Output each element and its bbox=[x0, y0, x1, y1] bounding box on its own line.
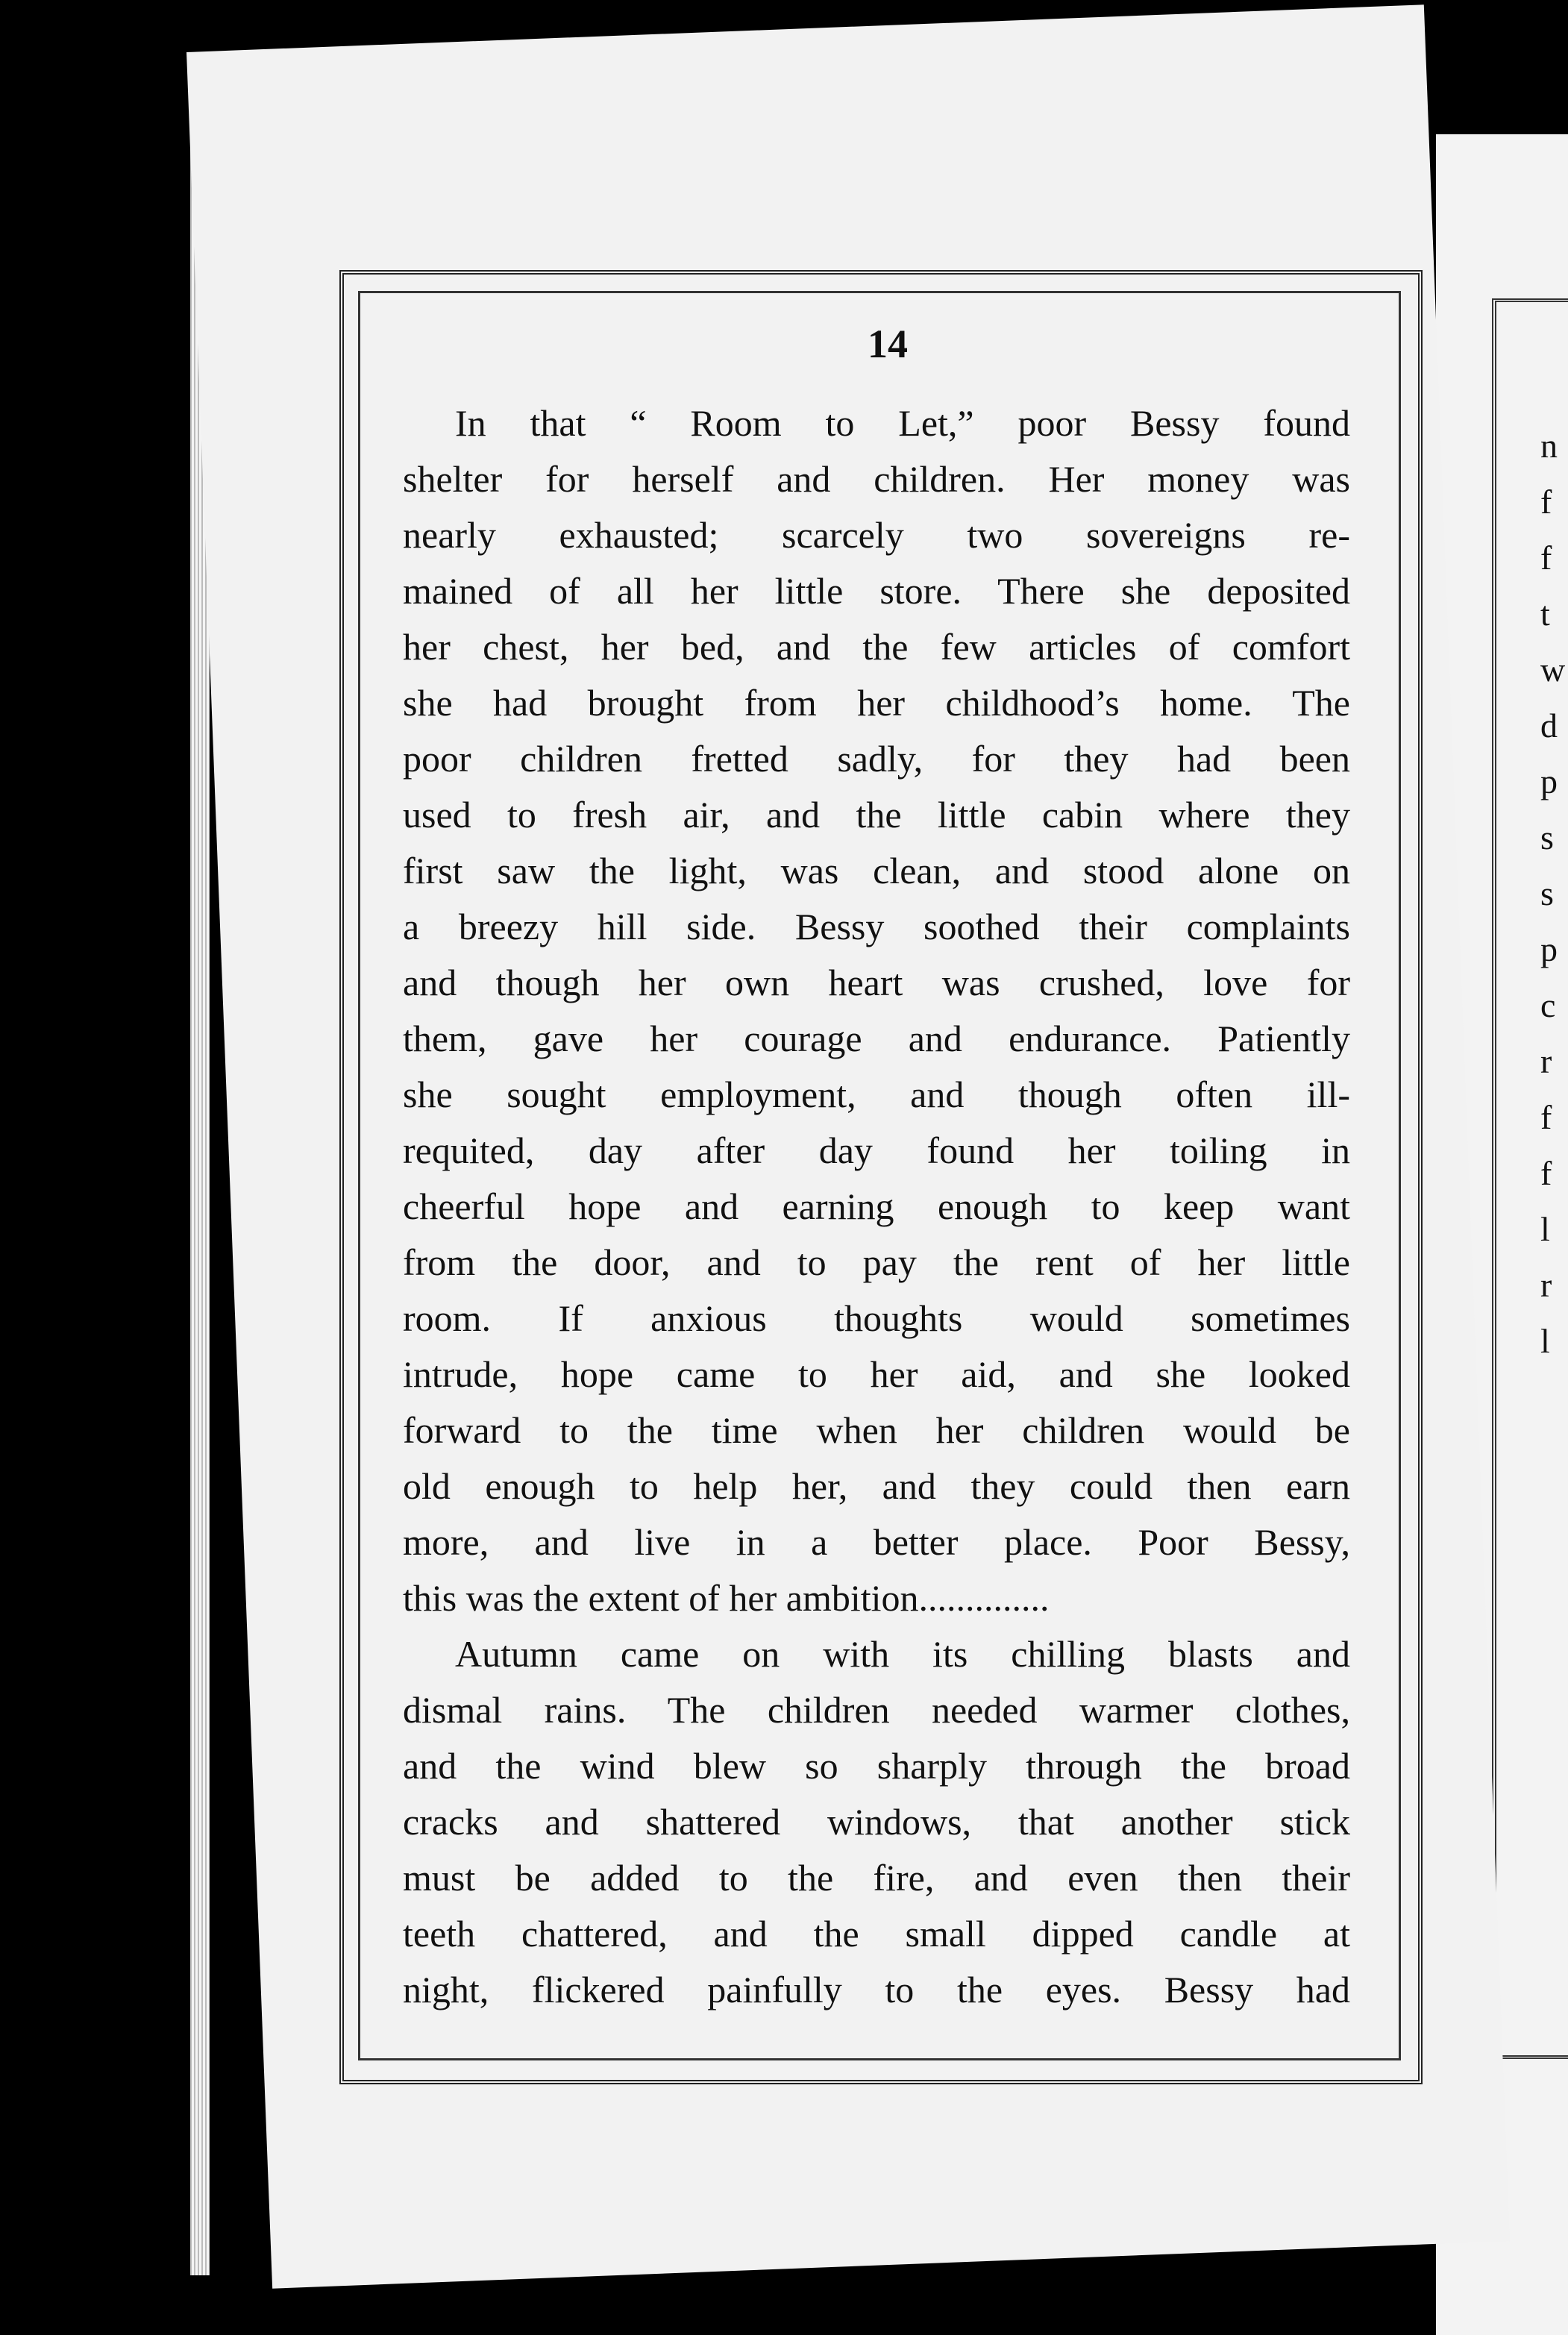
facing-page-letter: s bbox=[1540, 874, 1554, 912]
text-line: her chest, her bed, and the few articles of comfort bbox=[403, 626, 1350, 668]
text-line: shelter for herself and children. Her money was bbox=[403, 458, 1350, 500]
text-line: and though her own heart was crushed, love for bbox=[403, 962, 1350, 1003]
text-line: mained of all her little store. There she deposited bbox=[403, 570, 1350, 612]
body-text bbox=[403, 395, 1350, 2018]
text-line: first saw the light, was clean, and stood alone on bbox=[403, 850, 1350, 891]
text-line: used to fresh air, and the little cabin where they bbox=[403, 794, 1350, 836]
text-line: intrude, hope came to her aid, and she looked bbox=[403, 1353, 1350, 1395]
text-line: from the door, and to pay the rent of her little bbox=[403, 1241, 1350, 1283]
facing-page-letter: l bbox=[1540, 1322, 1550, 1360]
text-line: she had brought from her childhood’s home. The bbox=[403, 682, 1350, 724]
text-line: forward to the time when her children would be bbox=[403, 1409, 1350, 1451]
text-line: poor children fretted sadly, for they had been bbox=[403, 738, 1350, 780]
facing-page-letter: t bbox=[1540, 595, 1550, 633]
text-line: more, and live in a better place. Poor Bessy, bbox=[403, 1521, 1350, 1563]
text-line: teeth chattered, and the small dipped candle at bbox=[403, 1913, 1350, 1955]
text-line: must be added to the fire, and even then their bbox=[403, 1857, 1350, 1899]
facing-page-letter: l bbox=[1540, 1210, 1550, 1248]
facing-page-letter: r bbox=[1540, 1042, 1552, 1080]
facing-page-letter: n bbox=[1540, 427, 1558, 465]
facing-page-letter: c bbox=[1540, 986, 1556, 1024]
text-line: cracks and shattered windows, that another stick bbox=[403, 1801, 1350, 1843]
facing-page-letter: p bbox=[1540, 762, 1558, 800]
text-line: requited, day after day found her toiling in bbox=[403, 1129, 1350, 1171]
facing-page-letter: f bbox=[1540, 539, 1552, 577]
facing-page-letter: f bbox=[1540, 1154, 1552, 1192]
facing-page-letter: f bbox=[1540, 1098, 1552, 1136]
text-line: and the wind blew so sharply through the broad bbox=[403, 1745, 1350, 1787]
facing-page-letter: r bbox=[1540, 1266, 1552, 1304]
text-line: old enough to help her, and they could then earn bbox=[403, 1465, 1350, 1507]
text-line: nearly exhausted; scarcely two sovereigns re- bbox=[403, 514, 1350, 556]
text-line: In that “ Room to Let,” poor Bessy found bbox=[455, 402, 1350, 444]
facing-page-letter: f bbox=[1540, 483, 1552, 521]
facing-page-letter: s bbox=[1540, 818, 1554, 856]
text-line: dismal rains. The children needed warmer clothes, bbox=[403, 1689, 1350, 1731]
facing-page-frame bbox=[1492, 298, 1568, 2059]
text-line: this was the extent of her ambition.............. bbox=[403, 1577, 1050, 1619]
text-line: Autumn came on with its chilling blasts and bbox=[455, 1633, 1350, 1675]
text-line: them, gave her courage and endurance. Patiently bbox=[403, 1018, 1350, 1059]
text-line: night, flickered painfully to the eyes. Bessy had bbox=[403, 1969, 1350, 2010]
text-line: a breezy hill side. Bessy soothed their complaints bbox=[403, 906, 1350, 947]
page-number: 14 bbox=[868, 322, 908, 366]
facing-page-letter: w bbox=[1540, 651, 1566, 689]
text-line: she sought employment, and though often ill- bbox=[403, 1074, 1350, 1115]
text-line: room. If anxious thoughts would sometimes bbox=[403, 1297, 1350, 1339]
text-line: cheerful hope and earning enough to keep want bbox=[403, 1185, 1350, 1227]
facing-page-letter: d bbox=[1540, 706, 1558, 745]
facing-page-letter: p bbox=[1540, 930, 1558, 968]
